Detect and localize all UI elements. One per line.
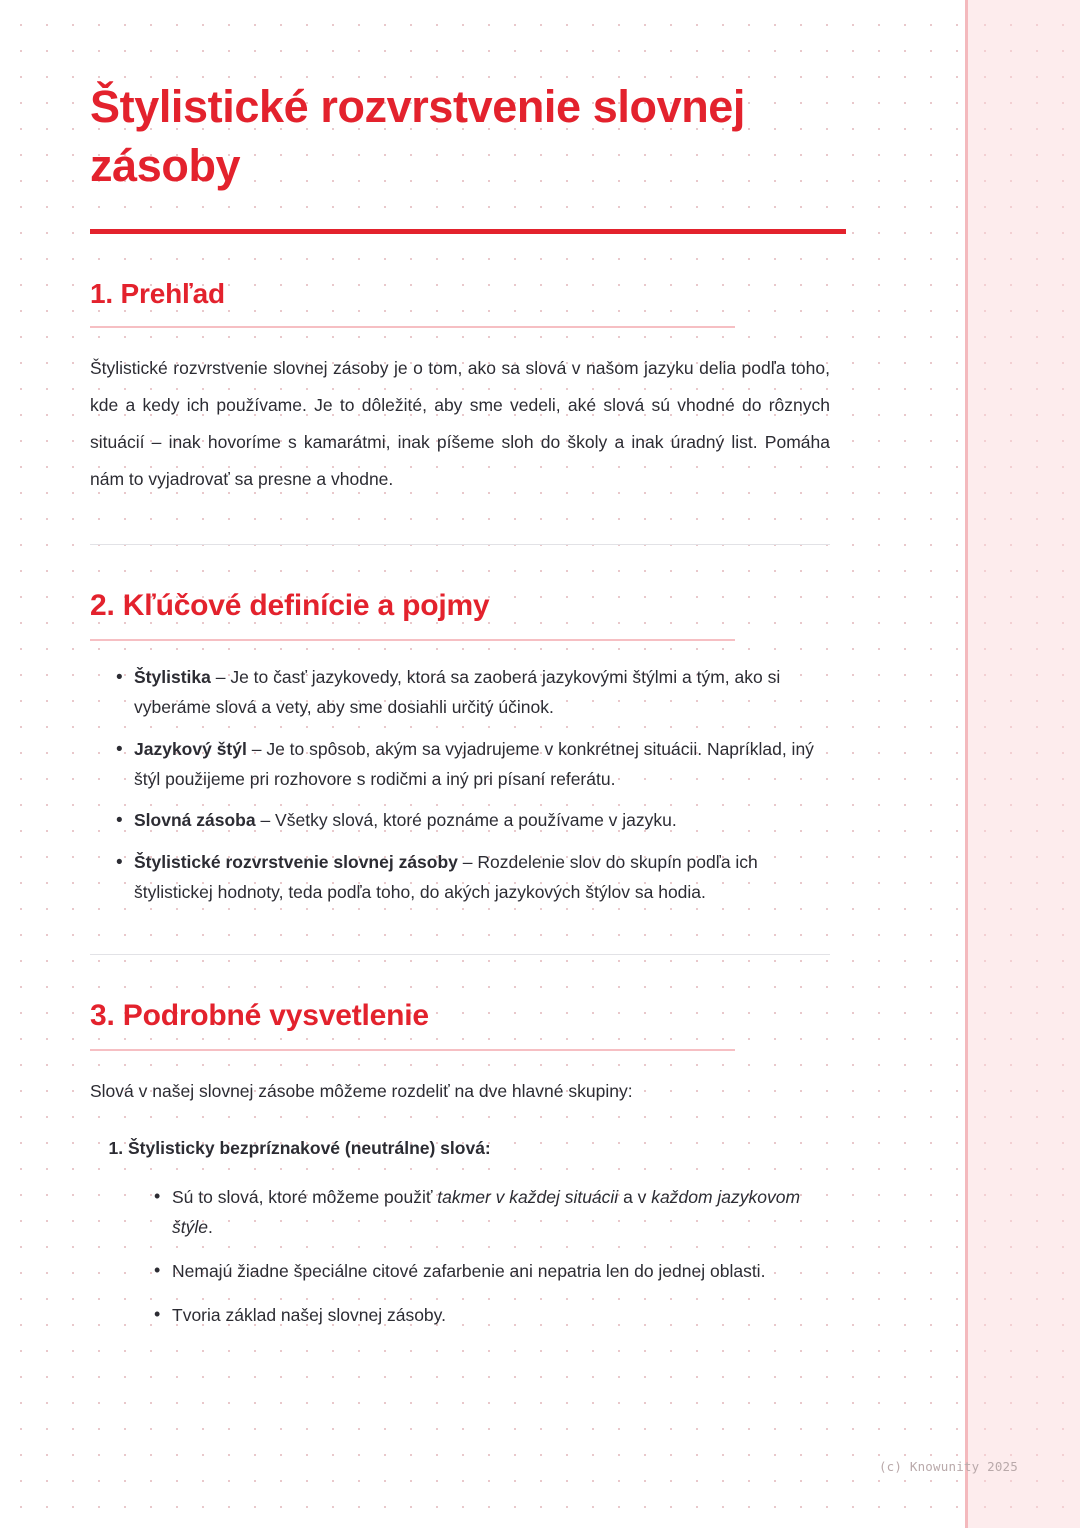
definition-term: Štylistika (134, 667, 211, 688)
group-label: Štylisticky bezpríznakové (neutrálne) slová: (128, 1138, 491, 1159)
point-text-post: . (207, 1217, 213, 1238)
section-underline-overview (90, 326, 735, 328)
definition-text: Je to spôsob, akým sa vyjadrujeme v konkrétnej situácii. Napríklad, iný štýl použijeme pri rozhovore s rodičmi a iný pri písaní referátu. (134, 738, 814, 789)
title-divider (90, 229, 846, 234)
definition-term: Jazykový štýl (134, 738, 247, 759)
definition-dash: – (210, 667, 231, 688)
point-text-emphasis-1: takmer v každej situácii (437, 1187, 619, 1208)
section-underline-definitions (90, 639, 735, 641)
definition-text: Je to časť jazykovedy, ktorá sa zaoberá jazykovými štýlmi a tým, ako si vyberáme slová a vety, aby sme dosiahli určitý účinok. (134, 667, 781, 718)
list-item (116, 735, 834, 795)
definition-list (90, 663, 830, 907)
page-title: Štylistické rozvrstvenie slovnej zásoby (90, 81, 746, 191)
point-text-pre: Tvoria základ našej slovnej zásoby. (172, 1305, 446, 1326)
list-item (154, 1182, 832, 1242)
definition-term: Štylistické rozvrstvenie slovnej zásoby (134, 852, 458, 873)
list-item (116, 848, 834, 908)
definition-text: Rozdelenie slov do skupín podľa ich štylistickej hodnoty, teda podľa toho, do akých jazykových štýlov sa hodia. (134, 852, 758, 902)
margin-rule (965, 0, 968, 1528)
definition-text: Všetky slová, ktoré poznáme a používame v jazyku. (275, 810, 677, 831)
point-text-emphasis-2: každom jazykovom štýle (172, 1187, 801, 1238)
explanation-intro: Slová v našej slovnej zásobe môžeme rozdeliť na dve hlavné skupiny: (90, 1080, 633, 1101)
point-text-pre: Sú to slová, ktoré môžeme použiť (172, 1187, 438, 1208)
list-item (128, 1134, 830, 1330)
definition-dash: – (255, 810, 276, 831)
list-item (154, 1256, 832, 1286)
list-item (154, 1300, 832, 1330)
right-margin-band (968, 0, 1080, 1528)
section-divider-2 (90, 954, 830, 955)
definition-dash: – (457, 852, 478, 873)
watermark: (c) Knowunity 2025 (878, 1459, 1018, 1474)
section-divider-1 (90, 544, 830, 545)
document-content (90, 0, 830, 1345)
overview-paragraph: Štylistické rozvrstvenie slovnej zásoby je o tom, ako sa slová v našom jazyku delia podľa toho, kde a kedy ich používame. Je to dôležité, aby sme vedeli, aké slová sú vhodné do rôznych situácií – inak hovoríme s kamarátmi, inak píšeme sloh do školy a inak úradný list. Pomáha nám to vyjadrovať sa presne a vhodne. (90, 358, 830, 490)
list-item (116, 806, 834, 836)
section-heading-explanation: 3. Podrobné vysvetlenie (90, 998, 429, 1032)
list-item (116, 663, 834, 723)
definition-term: Slovná zásoba (134, 810, 256, 831)
point-text-pre: Nemajú žiadne špeciálne citové zafarbenie ani nepatria len do jednej oblasti. (172, 1261, 766, 1282)
section-underline-explanation (90, 1049, 735, 1051)
section-heading-definitions: 2. Kľúčové definície a pojmy (90, 589, 490, 623)
point-text-mid: a v (618, 1187, 652, 1208)
definition-dash: – (246, 738, 267, 759)
section-heading-overview: 1. Prehľad (90, 278, 225, 309)
explanation-group-list (90, 1134, 830, 1330)
group-points (128, 1182, 830, 1330)
